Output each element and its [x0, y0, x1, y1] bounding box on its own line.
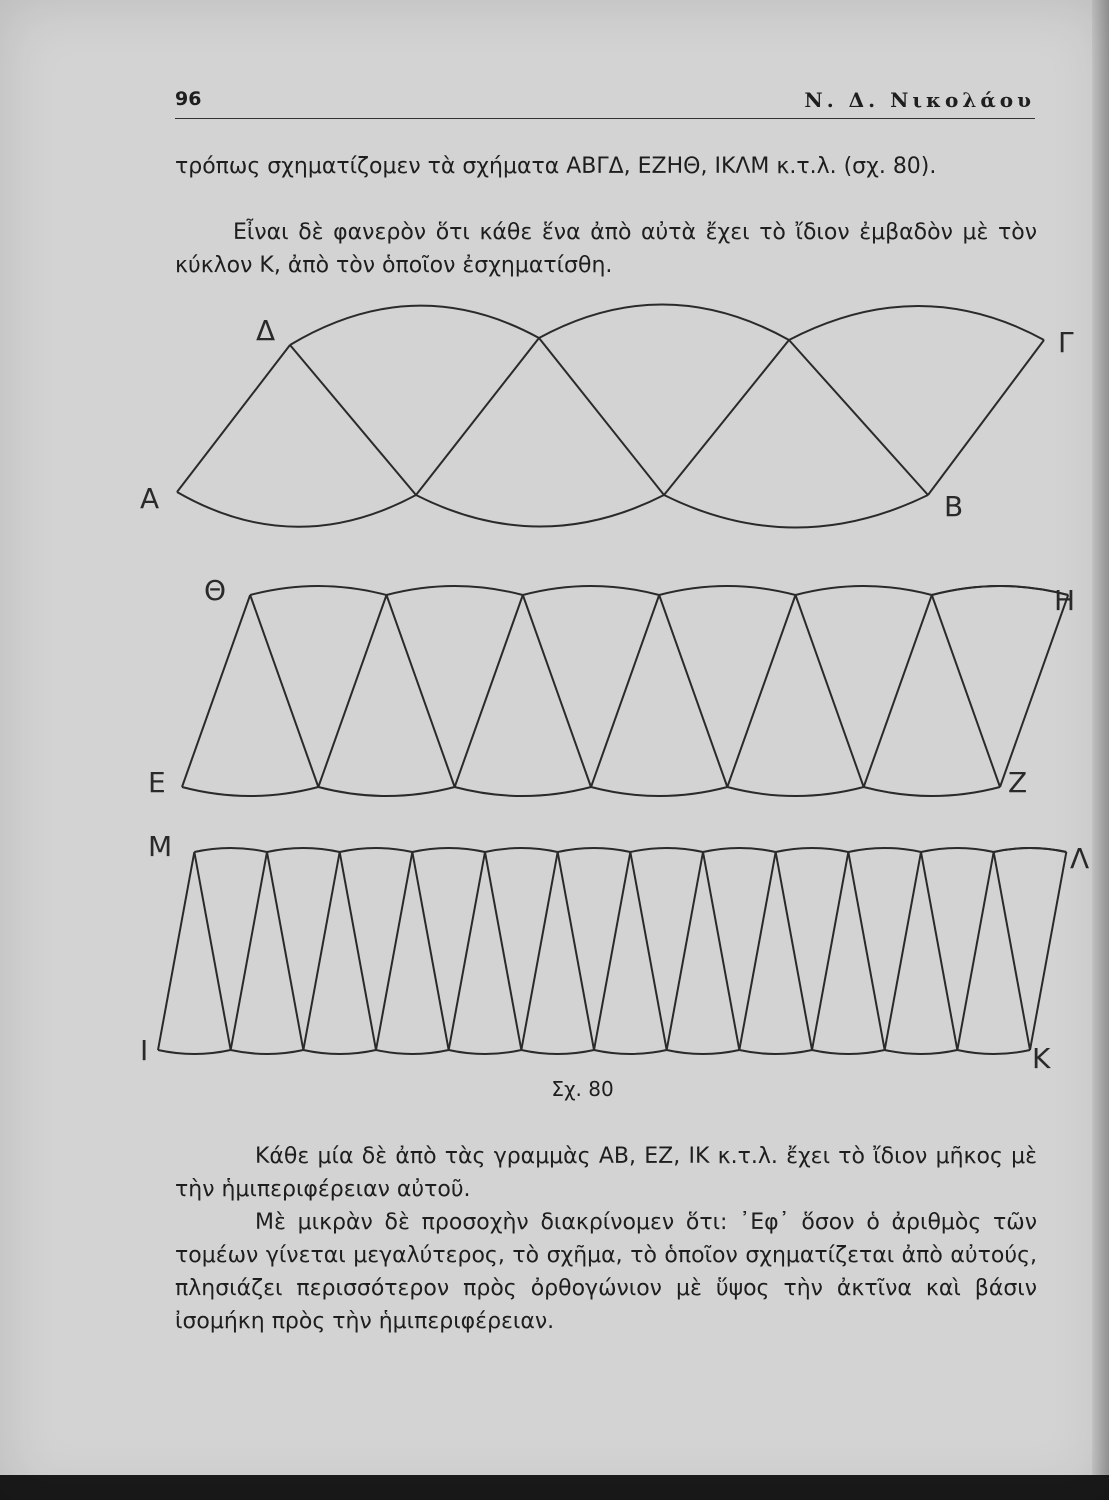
radius-2 — [290, 345, 416, 495]
sector-radius — [932, 595, 1000, 787]
arc-top-1 — [290, 306, 539, 345]
sector-arc-bottom — [318, 787, 454, 796]
sector-arc-bottom — [158, 1050, 231, 1054]
sector-arc-top — [659, 586, 795, 595]
sector-radius — [340, 852, 376, 1050]
sector-radius — [864, 595, 932, 787]
sector-radius — [303, 852, 339, 1050]
sector-radius — [739, 852, 775, 1050]
sector-radius — [318, 595, 386, 787]
sector-arc-top — [267, 848, 340, 852]
sector-radius — [412, 852, 448, 1050]
sector-arc-top — [558, 848, 631, 852]
sector-radius — [523, 595, 591, 787]
sector-radius — [848, 852, 884, 1050]
page-number: 96 — [175, 88, 202, 110]
arc-bottom-2 — [416, 495, 664, 527]
sector-arc-bottom — [667, 1050, 740, 1054]
arc-bottom-1 — [177, 492, 416, 527]
sector-radius — [485, 852, 521, 1050]
sector-radius — [182, 595, 250, 787]
sector-radius — [594, 852, 630, 1050]
sector-arc-bottom — [727, 787, 863, 796]
label-iota: Ι — [140, 1034, 149, 1067]
sector-radius — [630, 852, 666, 1050]
label-theta: Θ — [204, 574, 227, 607]
label-gamma: Γ — [1058, 326, 1074, 359]
sector-arc-top — [340, 848, 413, 852]
sector-arc-bottom — [231, 1050, 304, 1054]
radius-5 — [664, 340, 789, 495]
sector-arc-bottom — [812, 1050, 885, 1054]
radius-7 — [928, 340, 1044, 495]
sectors-row-iklm — [158, 848, 1066, 1054]
sector-arc-top — [387, 586, 523, 595]
paragraph-intro: τρόπως σχηματίζομεν τὰ σχήματα ΑΒΓΔ, ΕΖΗΘ, ΙΚΛΜ κ.τ.λ. (σχ. 80). — [175, 154, 937, 179]
sector-radius — [796, 595, 864, 787]
label-delta: Δ — [256, 314, 276, 347]
sector-arc-top — [776, 848, 849, 852]
sector-arc-bottom — [739, 1050, 812, 1054]
sector-arc-top — [921, 848, 994, 852]
sector-radius — [776, 852, 812, 1050]
label-mu: Μ — [148, 830, 173, 863]
sector-radius — [1030, 852, 1066, 1050]
sector-radius — [1000, 595, 1068, 787]
sectors-row-ezhth — [182, 586, 1068, 796]
radius-4 — [539, 338, 664, 495]
sector-radius — [957, 852, 993, 1050]
sector-arc-top — [523, 586, 659, 595]
sector-radius — [812, 852, 848, 1050]
running-head-author: Ν. Δ. Νικολάου — [804, 88, 1035, 112]
sector-arc-bottom — [957, 1050, 1030, 1054]
sector-radius — [703, 852, 739, 1050]
sector-arc-bottom — [376, 1050, 449, 1054]
sector-arc-top — [796, 586, 932, 595]
radius-6 — [789, 340, 928, 495]
paragraph-lines: Κάθε μία δὲ ἀπὸ τὰς γραμμὰς ΑΒ, ΕΖ, ΙΚ κ.τ.λ. ἔχει τὸ ἴδιον μῆκος μὲ τὴν ἡμιπεριφέρειαν αὐτοῦ. — [175, 1144, 1037, 1202]
sector-radius — [231, 852, 267, 1050]
sector-radius — [558, 852, 594, 1050]
sector-arc-top — [932, 586, 1068, 595]
sector-radius — [455, 595, 523, 787]
paragraph-conclusion: Μὲ μικρὰν δὲ προσοχὴν διακρίνομεν ὅτι: ᾿Εφ᾿ ὅσον ὁ ἀριθμὸς τῶν τομέων γίνεται μεγαλύτερος, τὸ σχῆμα, τὸ ὁποῖον σχηματίζεται ἀπὸ αὐτούς, πλησιάζει περισσότερον πρὸς ὀρθογώνιον μὲ ὕψος τὴν ἀκτῖνα καὶ βάσιν ἰσομήκη πρὸς τὴν ἡμιπεριφέρειαν. — [175, 1210, 1037, 1334]
sector-radius — [521, 852, 557, 1050]
paragraph-area: Εἶναι δὲ φανερὸν ὅτι κάθε ἕνα ἀπὸ αὐτὰ ἔχει τὸ ἴδιον ἐμβαδὸν μὲ τὸν κύκλον Κ, ἀπὸ τὸν ὁποῖον ἐσχηματίσθη. — [175, 220, 1037, 278]
sector-arc-top — [630, 848, 703, 852]
sector-arc-bottom — [591, 787, 727, 796]
label-alpha: Α — [140, 482, 160, 515]
label-lambda: Λ — [1070, 842, 1090, 875]
label-zeta: Ζ — [1008, 766, 1028, 799]
sector-radius — [591, 595, 659, 787]
sector-arc-top — [848, 848, 921, 852]
sector-arc-top — [412, 848, 485, 852]
sector-radius — [994, 852, 1030, 1050]
sector-arc-top — [994, 848, 1067, 852]
label-epsilon: Ε — [148, 766, 166, 799]
sector-radius — [387, 595, 455, 787]
sector-radius — [885, 852, 921, 1050]
label-eta: Η — [1054, 584, 1076, 617]
sector-arc-bottom — [864, 787, 1000, 796]
sectors-row-abgd — [177, 304, 1044, 527]
arc-top-3 — [789, 306, 1044, 340]
sector-radius — [250, 595, 318, 787]
radius-3 — [416, 338, 539, 495]
sector-radius — [727, 595, 795, 787]
sector-radius — [158, 852, 194, 1050]
sector-arc-bottom — [449, 1050, 522, 1054]
sector-arc-bottom — [303, 1050, 376, 1054]
sector-arc-top — [250, 586, 386, 595]
sector-arc-top — [485, 848, 558, 852]
sector-arc-bottom — [521, 1050, 594, 1054]
sector-arc-top — [194, 848, 267, 852]
sector-arc-bottom — [182, 787, 318, 796]
sector-radius — [659, 595, 727, 787]
sector-arc-bottom — [885, 1050, 958, 1054]
sector-radius — [194, 852, 230, 1050]
sector-radius — [921, 852, 957, 1050]
sector-radius — [267, 852, 303, 1050]
sector-arc-bottom — [594, 1050, 667, 1054]
sector-arc-top — [703, 848, 776, 852]
label-kappa: Κ — [1032, 1042, 1051, 1075]
arc-top-2 — [539, 304, 789, 340]
sector-radius — [376, 852, 412, 1050]
sector-arc-bottom — [455, 787, 591, 796]
sector-radius — [667, 852, 703, 1050]
radius-1 — [177, 345, 290, 492]
arc-bottom-3 — [664, 495, 928, 528]
sector-radius — [449, 852, 485, 1050]
figure-caption — [0, 1077, 1109, 1101]
label-beta: Β — [944, 490, 964, 523]
caption-text: Σχ. 80 — [551, 1077, 614, 1101]
